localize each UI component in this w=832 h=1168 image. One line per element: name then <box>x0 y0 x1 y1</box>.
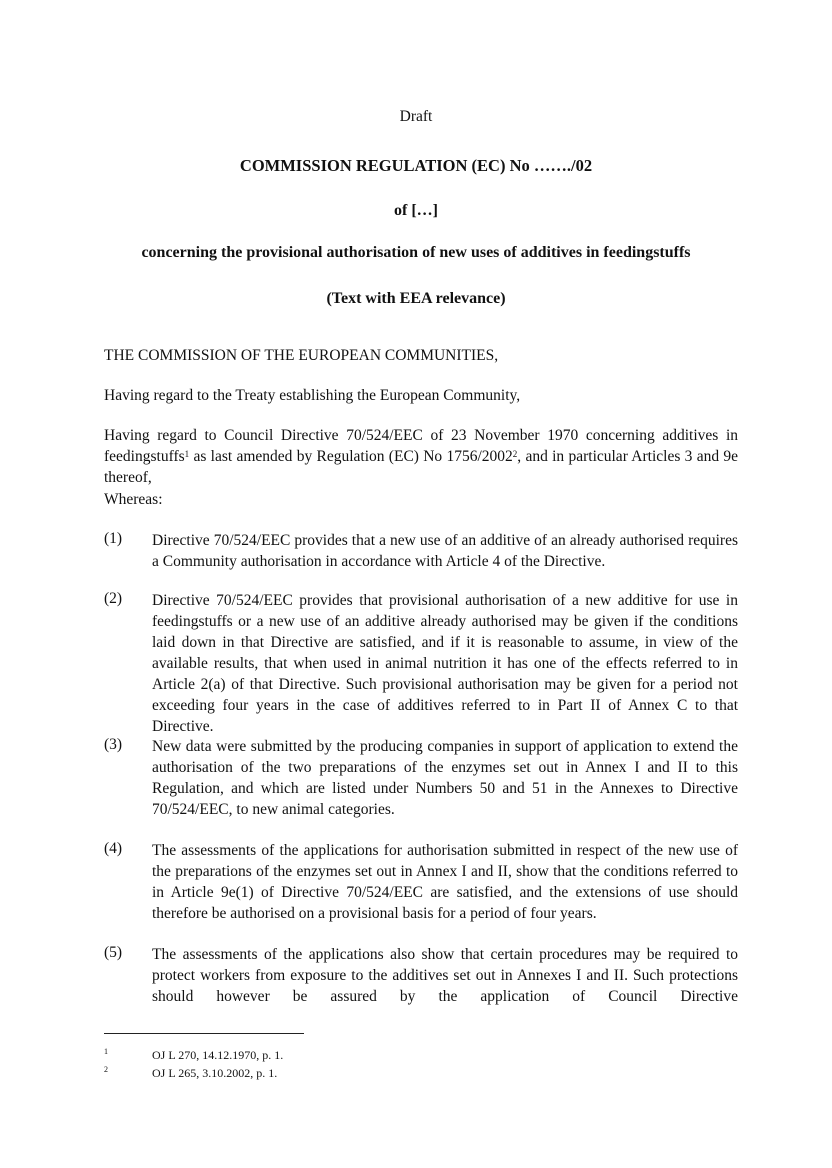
regulation-subject: concerning the provisional authorisation of new uses of additives in feedingstuffs <box>141 244 691 261</box>
citation-text-part3: , and in particular Articles 3 and 9e thereof, <box>104 448 738 486</box>
recital-text: The assessments of the applications for authorisation submitted in respect of the new use of the preparations of the enzymes set out in Annex I and II, show that the conditions referred to in Article 9e(1) of Directive 70/524/EEC are satisfied, and the extensions of use should therefore be authorised on a provisional basis for a period of four years. <box>152 842 738 922</box>
whereas-label: Whereas: <box>104 491 163 508</box>
recital-number: (5) <box>104 944 123 961</box>
recital-text: Directive 70/524/EEC provides that provisional authorisation of a new additive for use in feedingstuffs or a new use of an additive already authorised may be given if the conditions laid down in that Directive are satisfied, and if it is reasonable to assume, in view of the available results, that when used in animal nutrition it has one of the effects referred to in Article 2(a) of that Directive. Such provisional authorisation may be given for a period not exceeding four years in the case of additives referred to in Part II of Annex C to that Directive. <box>152 592 738 735</box>
recital-text: The assessments of the applications also show that certain procedures may be required to protect workers from exposure to the additives set out in Annexes I and II. Such protections should however be assured by the application of Council Directive <box>152 946 738 1005</box>
recital-text: New data were submitted by the producing companies in support of application to extend the authorisation of the two preparations of the enzymes set out in Annex I and II to this Regulation, and which are listed under Numbers 50 and 51 in the Annexes to Directive 70/524/EEC, to new animal categories. <box>152 738 738 818</box>
citation-text-part2: as last amended by Regulation (EC) No 1756/2002 <box>189 448 513 465</box>
recital-number: (2) <box>104 590 123 607</box>
commission-heading: THE COMMISSION OF THE EUROPEAN COMMUNITIES, <box>104 347 499 364</box>
regulation-title: COMMISSION REGULATION (EC) No ……./02 <box>239 156 593 175</box>
footnote-divider <box>104 1033 304 1034</box>
footnote-ref-1[interactable]: 1 <box>184 449 190 459</box>
recital-text: Directive 70/524/EEC provides that a new use of an additive of an already authorised requires a Community authorisation in accordance with Article 4 of the Directive. <box>152 532 738 570</box>
regulation-date: of […] <box>394 202 438 219</box>
footnote-number: 2 <box>104 1065 108 1074</box>
treaty-citation: Having regard to the Treaty establishing the European Community, <box>104 387 521 404</box>
draft-label: Draft <box>399 108 433 125</box>
eea-relevance: (Text with EEA relevance) <box>326 290 506 307</box>
council-directive-citation <box>104 425 738 488</box>
footnote-text: OJ L 270, 14.12.1970, p. 1. <box>152 1048 284 1062</box>
footnote-ref-2[interactable]: 2 <box>512 449 518 459</box>
footnote-text: OJ L 265, 3.10.2002, p. 1. <box>152 1066 278 1080</box>
footnote-number: 1 <box>104 1047 108 1056</box>
recital-number: (3) <box>104 736 123 753</box>
recital-number: (4) <box>104 840 123 857</box>
citation-text-part1: Having regard to Council Directive 70/524/EEC of 23 November 1970 concerning additives in feedingstuffs <box>104 427 738 465</box>
recital-number: (1) <box>104 530 123 547</box>
